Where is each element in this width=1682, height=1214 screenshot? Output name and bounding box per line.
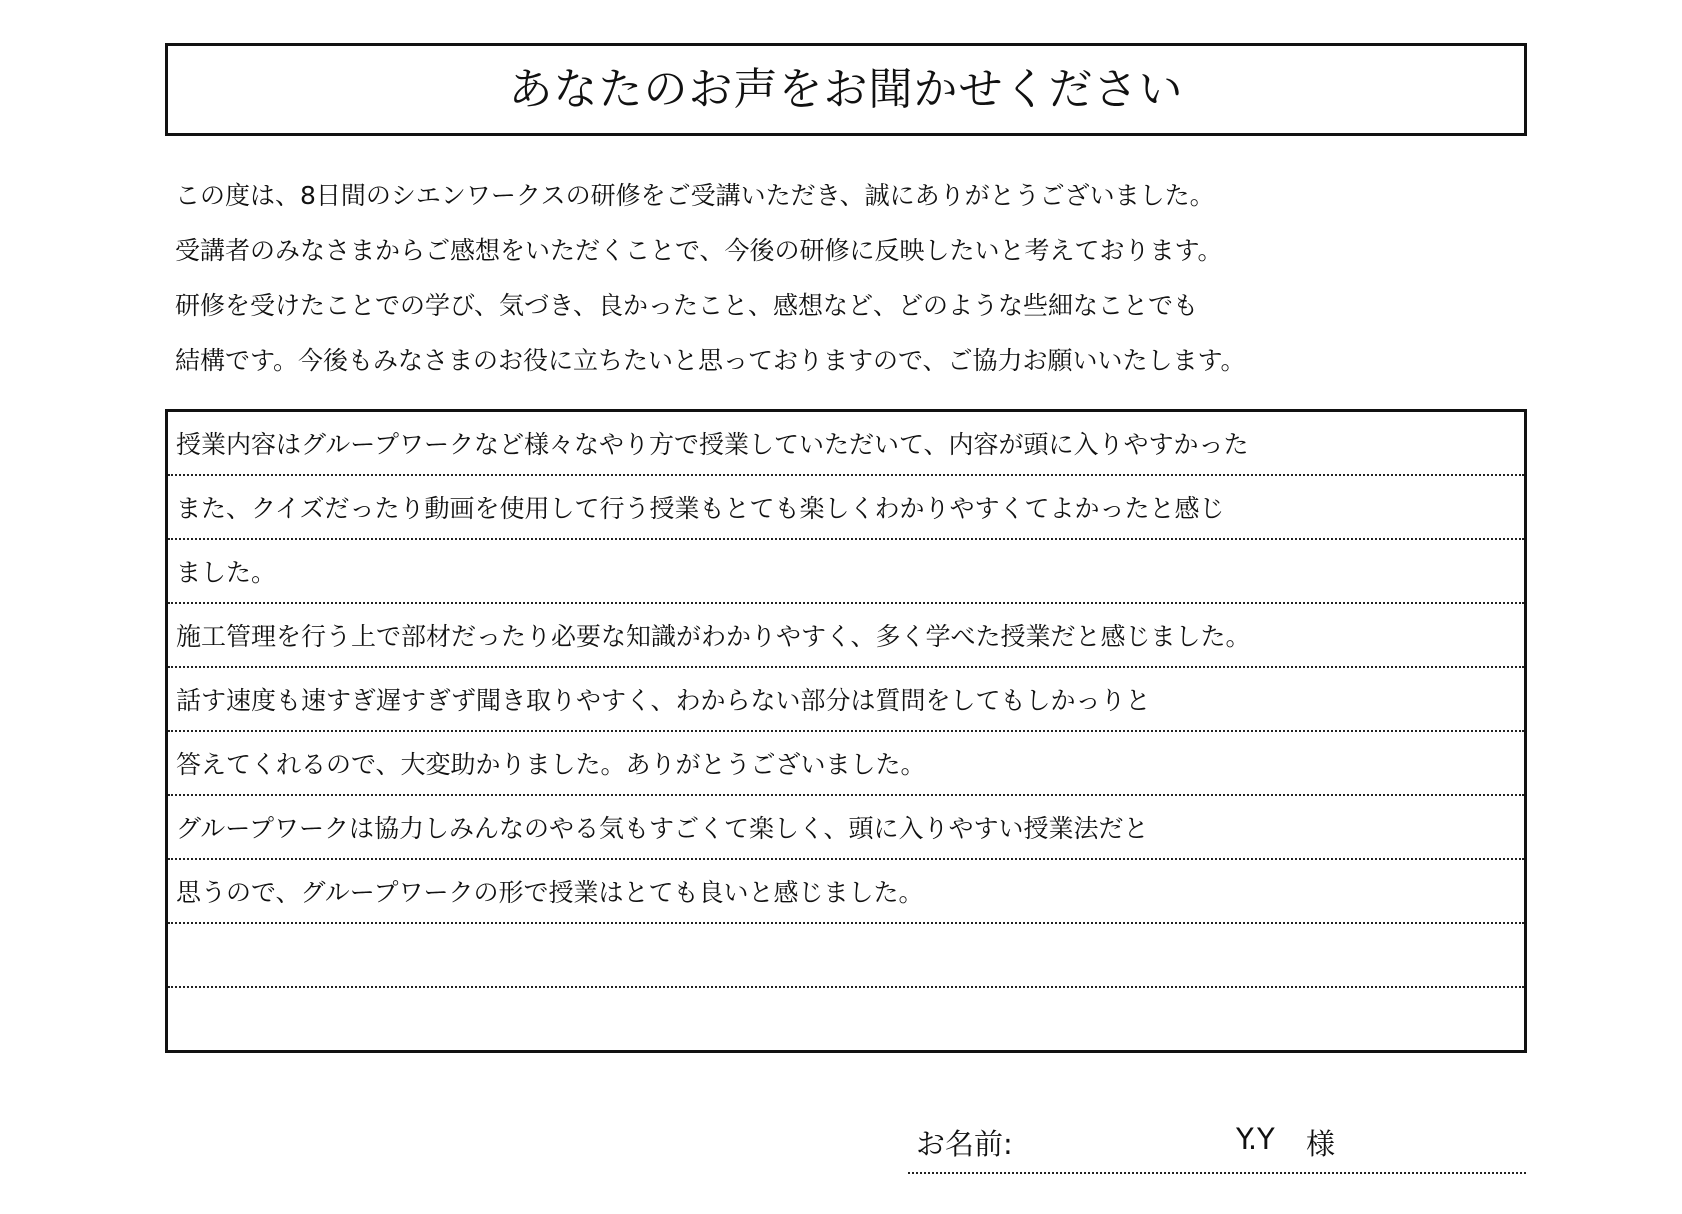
comment-line: 施工管理を行う上で部材だったり必要な知識がわかりやすく、多く学べた授業だと感じました。 <box>168 604 1524 668</box>
comment-line: また、クイズだったり動画を使用して行う授業もとても楽しくわかりやすくてよかったと感じ <box>168 476 1524 540</box>
honorific-suffix: 様 <box>1306 1127 1336 1161</box>
comment-line <box>168 988 1524 1052</box>
comment-line: ました。 <box>168 540 1524 604</box>
comment-line: 思うので、グループワークの形で授業はとても良いと感じました。 <box>168 860 1524 924</box>
comment-line <box>168 924 1524 988</box>
intro-line: 研修を受けたことでの学び、気づき、良かったこと、感想など、どのような些細なことでも <box>175 291 1199 320</box>
title-box <box>165 43 1527 136</box>
intro-line: この度は、8日間のシエンワークスの研修をご受講いただき、誠にありがとうございました。 <box>175 181 1215 210</box>
comment-line: 授業内容はグループワークなど様々なやり方で授業していただいて、内容が頭に入りやすかった <box>168 412 1524 476</box>
comment-line: 話す速度も速すぎ遅すぎず聞き取りやすく、わからない部分は質問をしてもしかっりと <box>168 668 1524 732</box>
name-label: お名前: <box>916 1127 1013 1161</box>
intro-paragraph <box>175 168 1525 388</box>
comment-line: 答えてくれるので、大変助かりました。ありがとうございました。 <box>168 732 1524 796</box>
comment-line: グループワークは協力しみんなのやる気もすごくて楽しく、頭に入りやすい授業法だと <box>168 796 1524 860</box>
comment-box <box>165 409 1527 1053</box>
intro-line: 結構です。今後もみなさまのお役に立ちたいと思っておりますので、ご協力お願いいたします。 <box>175 346 1246 375</box>
page-title: あなたのお声をお聞かせください <box>508 63 1184 115</box>
intro-line: 受講者のみなさまからご感想をいただくことで、今後の研修に反映したいと考えております。 <box>175 236 1223 265</box>
signature-line <box>908 1112 1526 1174</box>
respondent-name: Y.Y <box>1236 1122 1275 1156</box>
